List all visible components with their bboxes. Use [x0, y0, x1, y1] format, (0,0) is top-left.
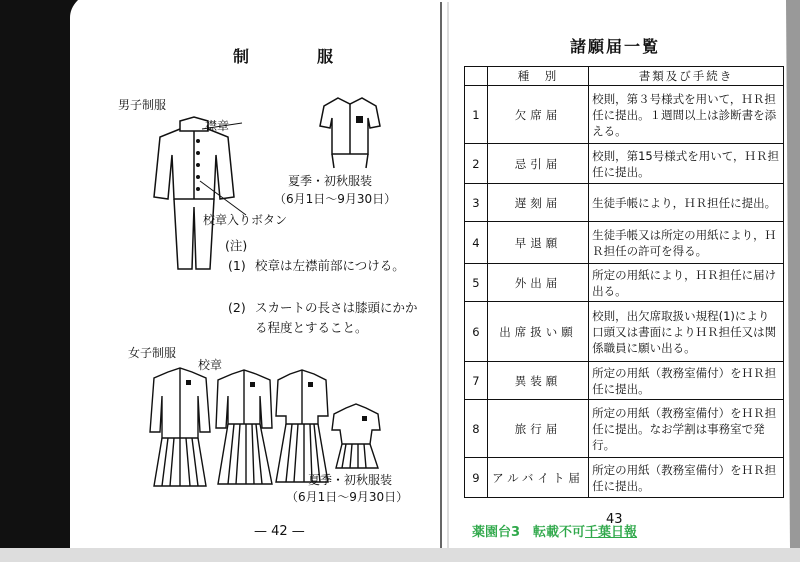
table-row	[465, 222, 784, 264]
table-row	[465, 400, 784, 458]
row-type: 旅行届	[487, 400, 588, 458]
note-2-number: (2)	[228, 300, 246, 315]
row-number: 1	[465, 86, 488, 144]
row-number: 6	[465, 302, 488, 362]
row-type: 外出届	[487, 264, 588, 302]
column-header-number	[465, 67, 488, 86]
note-1-number: (1)	[228, 258, 246, 273]
row-procedure: 校則，出欠席取扱い規程(1)により口頭又は書面によりＨＲ担任又は関係職員に願い出る。	[589, 302, 784, 362]
page-title: 制 服	[233, 47, 360, 66]
row-procedure: 校則，第３号様式を用いて，ＨＲ担任に提出。１週間以上は診断書を添える。	[589, 86, 784, 144]
table-row	[465, 86, 784, 144]
table-row	[465, 302, 784, 362]
note-2: スカートの長さは膝頭にかかる程度とすること。	[255, 300, 418, 335]
row-procedure: 生徒手帳により，ＨＲ担任に提出。	[589, 184, 784, 222]
note-1: 校章は左襟前部につける。	[255, 258, 405, 273]
page-title: 諸願届一覧	[570, 37, 661, 56]
row-number: 4	[465, 222, 488, 264]
row-number: 9	[465, 458, 488, 498]
row-procedure: 校則，第15号様式を用いて，ＨＲ担任に提出。	[589, 144, 784, 184]
row-procedure: 所定の用紙（教務室備付）をＨＲ担任に提出。	[589, 362, 784, 400]
row-number: 3	[465, 184, 488, 222]
summer-dates: （6月1日～9月30日）	[274, 192, 397, 206]
collar-badge-label: 襟章	[205, 119, 230, 133]
row-type: 出席扱い願	[487, 302, 588, 362]
table-header-row	[465, 67, 784, 86]
page-number: — 42 —	[254, 524, 305, 539]
row-procedure: 所定の用紙により，ＨＲ担任に届け出る。	[589, 264, 784, 302]
table-row	[465, 144, 784, 184]
girls-summer-label: 夏季・初秋服装	[308, 473, 393, 487]
row-number: 7	[465, 362, 488, 400]
table-row	[465, 458, 784, 498]
row-type: 異装願	[487, 362, 588, 400]
row-type: アルバイト届	[487, 458, 588, 498]
reprint-watermark	[472, 521, 637, 540]
girls-summer-dates: （6月1日～9月30日）	[286, 490, 409, 504]
row-number: 2	[465, 144, 488, 184]
right-page	[444, 0, 792, 562]
table-row	[465, 264, 784, 302]
button-label: 校章入りボタン	[203, 213, 288, 227]
row-number: 5	[465, 264, 488, 302]
school-badge-label: 校章	[198, 358, 223, 372]
row-number: 8	[465, 400, 488, 458]
girls-uniform-label: 女子制服	[128, 346, 177, 360]
row-procedure: 所定の用紙（教務室備付）をＨＲ担任に提出。なお学割は事務室で発行。	[589, 400, 784, 458]
watermark-publisher: 千葉日報	[585, 525, 638, 540]
left-page	[40, 0, 440, 562]
column-header-type: 種 別	[487, 67, 588, 86]
boys-summer-shirt-illustration	[318, 92, 382, 170]
summer-label: 夏季・初秋服装	[288, 174, 373, 188]
row-type: 早退願	[487, 222, 588, 264]
column-header-procedure: 書類及び手続き	[589, 67, 784, 86]
row-type: 欠席届	[487, 86, 588, 144]
row-procedure: 所定の用紙（教務室備付）をＨＲ担任に提出。	[589, 458, 784, 498]
row-type: 遅刻届	[487, 184, 588, 222]
page-number: 43	[606, 512, 623, 527]
row-procedure: 生徒手帳又は所定の用紙により，ＨＲ担任の許可を得る。	[589, 222, 784, 264]
note-heading: (注)	[225, 238, 248, 253]
table-row	[465, 184, 784, 222]
table-row	[465, 362, 784, 400]
watermark-text: 薬園台3 転載不可	[472, 525, 586, 540]
application-table	[464, 66, 784, 498]
boys-uniform-label: 男子制服	[118, 98, 167, 112]
row-type: 忌引届	[487, 144, 588, 184]
